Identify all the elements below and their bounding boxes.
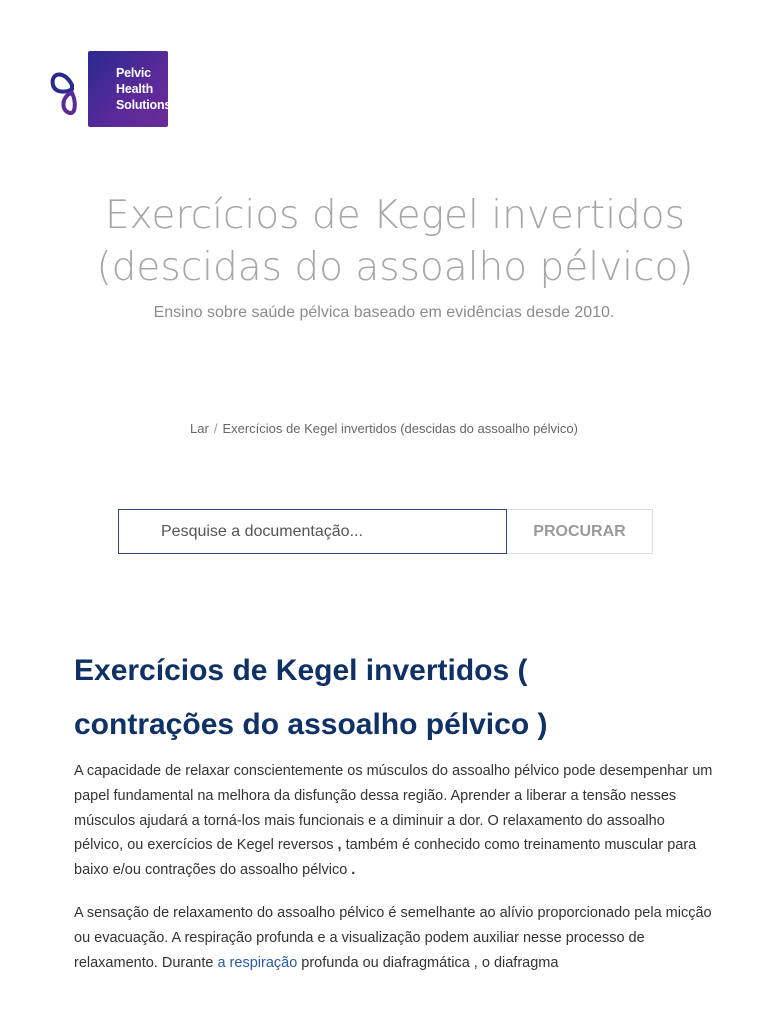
search-input[interactable] bbox=[118, 509, 507, 554]
butterfly-logo-icon bbox=[50, 63, 90, 119]
article-paragraph-2 bbox=[74, 901, 714, 975]
article-heading bbox=[74, 644, 694, 752]
article-paragraph-1 bbox=[74, 759, 714, 883]
search-button[interactable]: PROCURAR bbox=[507, 509, 653, 554]
article-heading-line-2: contrações do assoalho pélvico ) bbox=[74, 708, 548, 741]
page-title-line-1: Exercícios de Kegel invertidos bbox=[105, 193, 685, 238]
search-form bbox=[118, 509, 653, 554]
p2-text-1: A sensação de relaxamento do assoalho pélvico é semelhante ao alívio proporcionado pela micção ou evacuação. A respiração profunda e a visualização podem auxiliar nesse processo de relaxamento. Durante bbox=[74, 905, 712, 971]
search-placeholder: Pesquise a documentação... bbox=[161, 522, 363, 540]
p2-text-2: profunda ou diafragmática , o diafragma bbox=[297, 954, 559, 971]
breadcrumb bbox=[0, 421, 768, 436]
p1-text-2: também é conhecido como treinamento muscular para baixo e/ou contrações do assoalho pélvico bbox=[74, 837, 697, 879]
page-subtitle: Ensino sobre saúde pélvica baseado em evidências desde 2010. bbox=[153, 304, 615, 321]
breadcrumb-current: Exercícios de Kegel invertidos (descidas do assoalho pélvico) bbox=[222, 421, 578, 436]
p1-bold-period: . bbox=[347, 862, 356, 879]
logo-line-2: Health bbox=[116, 82, 154, 96]
page-title bbox=[0, 190, 768, 294]
p1-text: A capacidade de relaxar conscientemente os músculos do assoalho pélvico pode desempenhar um papel fundamental na melhora da disfunção dessa região. Aprender a liberar a tensão nesses músculos ajudará a torná-los mais funcionais e a diminuir a dor. O relaxamento do assoalho pélvico, ou exercícios de Kegel reversos bbox=[74, 763, 713, 854]
respiracao-link[interactable]: a respiração bbox=[217, 954, 298, 971]
page-title-line-2: (descidas do assoalho pélvico) bbox=[96, 245, 694, 290]
breadcrumb-home-link[interactable]: Lar bbox=[190, 421, 209, 436]
breadcrumb-separator: / bbox=[213, 421, 218, 436]
logo-wordmark bbox=[88, 51, 172, 127]
logo-line-3: Solutions bbox=[116, 98, 172, 112]
p1-bold-comma: , bbox=[333, 837, 342, 854]
site-logo[interactable] bbox=[50, 51, 170, 127]
logo-line-1: Pelvic bbox=[116, 66, 151, 80]
article-heading-line-1: Exercícios de Kegel invertidos ( bbox=[74, 654, 528, 687]
